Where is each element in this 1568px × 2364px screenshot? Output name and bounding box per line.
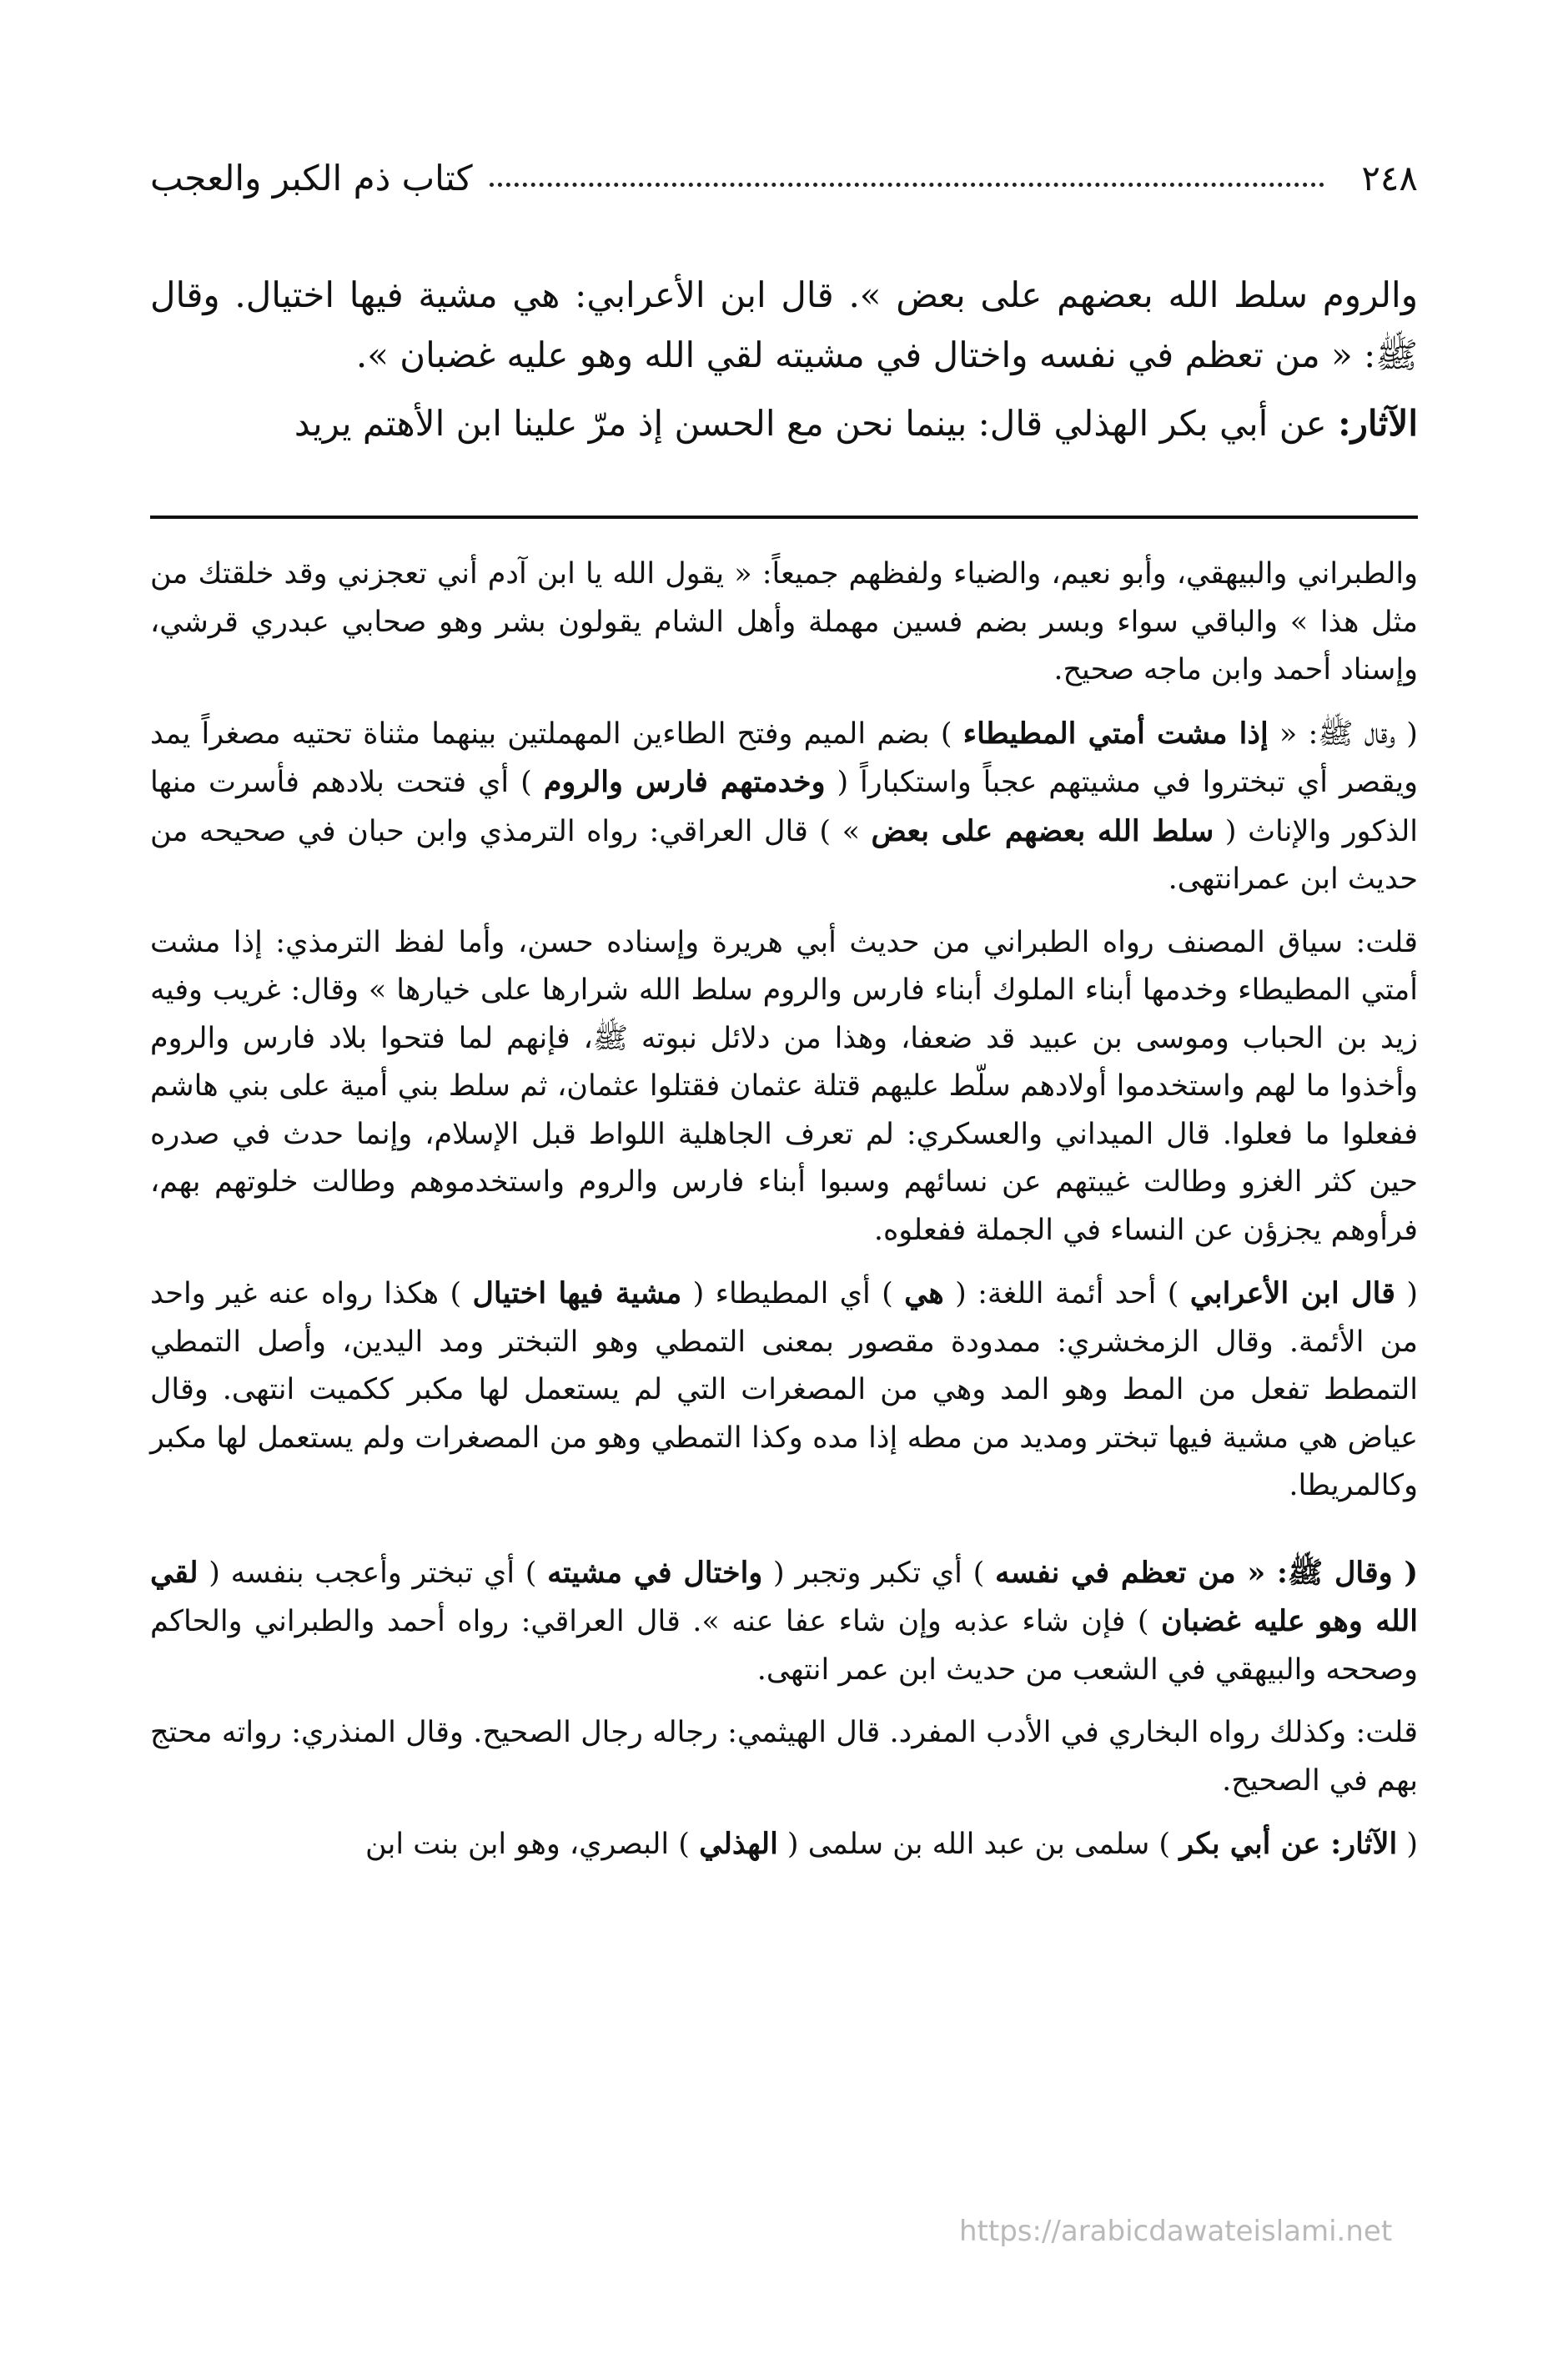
commentary-text: ) أي فتحت بلادهم فأسرت منها الذكور والإناث (: [150, 766, 1418, 848]
header-dotted-leader: [490, 183, 1325, 187]
commentary-text: ) هكذا رواه عنه غير واحد من الأئمة. وقال الزمخشري: ممدودة مقصور بمعنى التمطي وهو التبختر ومد اليدين، وأصل التمطي التمطط تفعل من المط وهو المد وهي من المصغرات التي لم يستعمل لها مكبر ككميت انتهى. وقال عياض هي مشية فيها تبختر ومديد من مطه إذا مده وكذا التمطي وهو من المصغرات ولم يستعمل لها مكبر وكالمريطا.: [150, 1277, 1418, 1502]
commentary-text: » ) قال العراقي: رواه الترمذي وابن حبان في صحيحه من حديث ابن عمرانتهى.: [150, 814, 1418, 896]
commentary-text: ) أي تبختر وأعجب بنفسه (: [198, 1556, 548, 1590]
athar-heading: الآثار:: [1338, 403, 1418, 444]
book-title: كتاب ذم الكبر والعجب: [150, 157, 473, 199]
commentary-text: ) أي تكبر وتجبر (: [762, 1556, 995, 1590]
commentary-text: ) سلمى بن عبد الله بن سلمى (: [777, 1828, 1180, 1861]
commentary-text: (: [1395, 1277, 1418, 1310]
commentary-text: ) أحد أئمة اللغة: (: [943, 1277, 1190, 1310]
commentary: [150, 551, 1418, 1884]
website-watermark: https://arabicdawateislami.net: [959, 2215, 1393, 2248]
page-number: ٢٤٨: [1361, 157, 1418, 199]
commentary-text: ( وقال ﷺ: «: [1268, 717, 1418, 751]
commentary-paragraph-4: [150, 1270, 1418, 1511]
main-paragraph-1: والروم سلط الله بعضهم على بعض ». قال ابن الأعرابي: هي مشية فيها اختيال. وقال ﷺ: « من تعظم في نفسه واختال في مشيته لقي الله وهو عليه غضبان ».: [150, 274, 1418, 375]
commentary-paragraph-5: [150, 1549, 1418, 1695]
quoted-phrase: قال ابن الأعرابي: [1189, 1276, 1395, 1310]
quoted-phrase: واختال في مشيته: [547, 1555, 763, 1590]
quoted-phrase: الهذلي: [699, 1827, 778, 1861]
quoted-phrase: لقي الله وهو عليه غضبان: [150, 1555, 1418, 1638]
commentary-text: ) البصري، وهو ابن بنت ابن: [365, 1828, 700, 1861]
main-text: [150, 265, 1418, 462]
commentary-text: ) أي المطيطاء (: [681, 1277, 905, 1310]
commentary-paragraph-1: والطبراني والبيهقي، وأبو نعيم، والضياء ولفظهم جميعاً: « يقول الله يا ابن آدم أني تعجزني وقد خلقتك من مثل هذا » والباقي سواء وبسر بضم فسين مهملة وأهل الشام يقولون بشر وهو صحابي عبدري قرشي، وإسناد أحمد وابن ماجه صحيح.: [150, 557, 1418, 687]
quoted-phrase: من تعظم في نفسه: [994, 1555, 1236, 1590]
quoted-phrase: هي: [904, 1276, 944, 1310]
quoted-phrase: الآثار: عن أبي بكر: [1179, 1827, 1398, 1861]
quoted-phrase: سلط الله بعضهم على بعض: [871, 813, 1214, 848]
commentary-text: ) بضم الميم وفتح الطاءين المهملتين بينهما مثناة تحتيه مصغراً يمد ويقصر أي تبختروا في مشيتهم عجباً واستكباراً (: [150, 717, 1418, 799]
commentary-paragraph-2: [150, 710, 1418, 904]
page-header: [150, 148, 1418, 207]
commentary-paragraph-6: قلت: وكذلك رواه البخاري في الأدب المفرد. قال الهيثمي: رجاله رجال الصحيح. وقال المنذري: رواته محتج بهم في الصحيح.: [150, 1716, 1418, 1798]
quoted-phrase: إذا مشت أمتي المطيطاء: [962, 716, 1269, 751]
main-paragraph-2: [150, 394, 1418, 454]
commentary-paragraph-7: [150, 1820, 1418, 1869]
commentary-paragraph-3: قلت: سياق المصنف رواه الطبراني من حديث أبي هريرة وإسناده حسن، وأما لفظ الترمذي: إذا مشت أمتي المطيطاء وخدمها أبناء الملوك أبناء فارس والروم سلط الله شرارها على خيارها » وقال: غريب وفيه زيد بن الحباب وموسى بن عبيد قد ضعفا، وهذا من دلائل نبوته ﷺ، فإنهم لما فتحوا بلاد فارس والروم وأخذوا ما لهم واستخدموا أولادهم سلّط عليهم قتلة عثمان فقتلوا عثمان، ثم سلط بني أمية على بني هاشم ففعلوا ما فعلوا. قال الميداني والعسكري: لم تعرف الجاهلية اللواط قبل الإسلام، وإنما حدث في صدره حين كثر الغزو وطالت غيبتهم عن نسائهم وسبوا أبناء فارس والروم واستخدموهم وطالت خلوتهم بهم، فرأوهم يجزؤن عن النساء في الجملة ففعلوه.: [150, 925, 1418, 1247]
main-paragraph-2-text: عن أبي بكر الهذلي قال: بينما نحن مع الحسن إذ مرّ علينا ابن الأهتم يريد: [294, 403, 1339, 444]
commentary-text: ) فإن شاء عذبه وإن شاء عفا عنه ». قال العراقي: رواه أحمد والطبراني والحاكم وصححه والبيهقي في الشعب من حديث ابن عمر انتهى.: [150, 1605, 1418, 1687]
quoted-phrase: وخدمتهم فارس والروم: [543, 765, 826, 799]
text-divider-line: [150, 516, 1418, 519]
commentary-text: ( وقال ﷺ: «: [1235, 1555, 1418, 1590]
quoted-phrase: مشية فيها اختيال: [472, 1276, 682, 1310]
commentary-text: (: [1397, 1828, 1418, 1861]
